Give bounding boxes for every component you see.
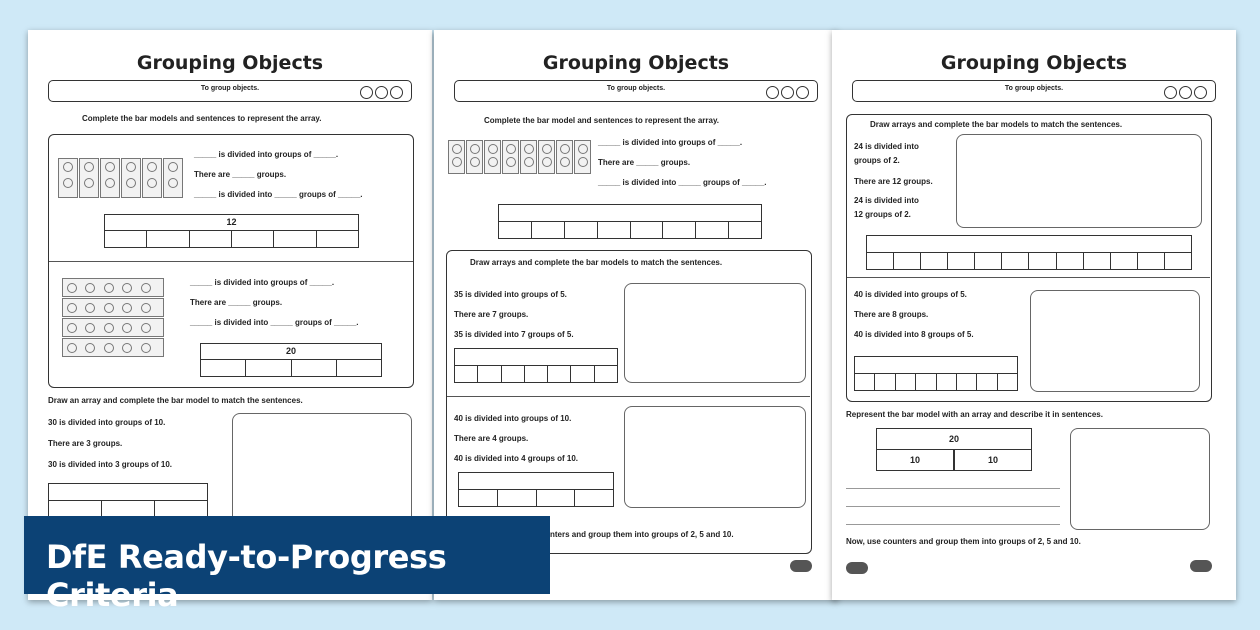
twinkl-logo — [790, 560, 812, 572]
counter-strip — [574, 140, 591, 174]
instruction: Draw arrays and complete the bar models to match the sentences. — [870, 120, 1123, 129]
counter-strip — [556, 140, 573, 174]
counter — [578, 144, 588, 154]
sentence-line: groups of 2. — [854, 156, 900, 165]
sentence-line: 40 is divided into 8 groups of 5. — [854, 330, 974, 339]
worksheet-page-2 — [434, 30, 838, 600]
learning-objective-box — [454, 80, 818, 102]
bar-model-parts — [458, 489, 614, 507]
counter — [104, 303, 114, 313]
sentence-line: _____ is divided into _____ groups of _____. — [194, 190, 363, 199]
sentence-line: _____ is divided into groups of _____. — [598, 138, 743, 147]
instruction: Complete the bar model and sentences to represent the array. — [484, 116, 720, 125]
counter — [105, 178, 115, 188]
sentence-line: There are _____ groups. — [190, 298, 283, 307]
counter — [67, 343, 77, 353]
worksheet-page-1 — [28, 30, 432, 600]
counter — [67, 303, 77, 313]
counter — [126, 178, 136, 188]
counter — [141, 303, 151, 313]
counter — [122, 303, 132, 313]
counter-strip — [100, 158, 120, 198]
counter — [470, 144, 480, 154]
self-assessment-circles — [764, 86, 809, 104]
bar-model-total: 20 — [876, 428, 1032, 450]
worksheet-title: Grouping Objects — [136, 52, 324, 74]
instruction: Now, use counters and group them into groups of 2, 5 and 10. — [846, 537, 1081, 546]
counter — [104, 283, 114, 293]
panel-divider — [447, 396, 810, 397]
bar-model-parts — [200, 359, 382, 377]
sentence-line: There are 8 groups. — [854, 310, 929, 319]
counter-strip — [62, 298, 164, 317]
sentence-line: _____ is divided into _____ groups of _____. — [190, 318, 359, 327]
bar-model-total — [866, 235, 1192, 253]
bar-model-total — [458, 472, 614, 490]
drawing-box — [624, 283, 806, 383]
counter — [141, 343, 151, 353]
counter — [126, 162, 136, 172]
writing-line — [846, 524, 1060, 525]
bar-model-total: 20 — [200, 343, 382, 360]
sentence-line: 40 is divided into groups of 10. — [454, 414, 572, 423]
sentence-line: 40 is divided into groups of 5. — [854, 290, 967, 299]
counter — [141, 323, 151, 333]
counter — [63, 162, 73, 172]
writing-line — [846, 488, 1060, 489]
instruction: Draw arrays and complete the bar models to match the sentences. — [470, 258, 723, 267]
counter — [147, 162, 157, 172]
panel-divider — [49, 261, 413, 262]
sentence-line: There are 3 groups. — [48, 439, 123, 448]
counter-strip — [520, 140, 537, 174]
sentence-line: There are 4 groups. — [454, 434, 529, 443]
twinkl-logo — [1190, 560, 1212, 572]
counter — [84, 162, 94, 172]
counter-strip — [448, 140, 465, 174]
bar-model-total — [854, 356, 1018, 374]
learning-objective: To group objects. — [200, 85, 260, 92]
sentence-line: 24 is divided into — [854, 142, 919, 151]
sentence-line: 35 is divided into groups of 5. — [454, 290, 567, 299]
learning-objective-box — [48, 80, 412, 102]
sentence-line: 30 is divided into 3 groups of 10. — [48, 460, 173, 469]
counter — [104, 323, 114, 333]
sentence-line: There are _____ groups. — [598, 158, 691, 167]
bar-model-parts — [498, 221, 762, 239]
counter — [141, 283, 151, 293]
counter-strip — [484, 140, 501, 174]
drawing-box — [1070, 428, 1210, 530]
worksheet-title: Grouping Objects — [940, 52, 1128, 74]
twinkl-logo — [846, 562, 868, 574]
sentence-line: 24 is divided into — [854, 196, 919, 205]
counter — [560, 157, 570, 167]
counter — [84, 178, 94, 188]
bar-model-part: 10 — [954, 449, 1032, 471]
counter — [452, 144, 462, 154]
counter — [542, 144, 552, 154]
counter — [104, 343, 114, 353]
sentence-line: 35 is divided into 7 groups of 5. — [454, 330, 574, 339]
learning-objective-box — [852, 80, 1216, 102]
instruction: Complete the bar models and sentences to represent the array. — [82, 114, 322, 123]
counter — [506, 157, 516, 167]
counter — [67, 323, 77, 333]
sentence-line: There are _____ groups. — [194, 170, 287, 179]
counter-strip — [62, 318, 164, 337]
counter — [168, 178, 178, 188]
instruction: nters and group them into groups of 2, 5 and 10. — [550, 530, 734, 539]
sentence-line: 12 groups of 2. — [854, 210, 911, 219]
counter-strip — [142, 158, 162, 198]
sentence-line: There are 12 groups. — [854, 177, 933, 186]
learning-objective: To group objects. — [1004, 85, 1064, 92]
sentence-line: _____ is divided into _____ groups of _____. — [598, 178, 767, 187]
counter-strip — [502, 140, 519, 174]
bar-model-total — [454, 348, 618, 366]
instruction: Represent the bar model with an array and describe it in sentences. — [846, 410, 1103, 419]
self-assessment-circles — [1162, 86, 1207, 104]
counter — [85, 303, 95, 313]
writing-line — [846, 506, 1060, 507]
counter — [63, 178, 73, 188]
bar-model-total — [498, 204, 762, 222]
criteria-banner — [24, 516, 550, 614]
counter — [122, 283, 132, 293]
instruction: Draw an array and complete the bar model to match the sentences. — [48, 396, 303, 405]
banner-text: DfE Ready-to-Progress Criteria — [46, 538, 447, 614]
counter — [488, 157, 498, 167]
sentence-line: 30 is divided into groups of 10. — [48, 418, 166, 427]
sentence-line: 40 is divided into 4 groups of 10. — [454, 454, 579, 463]
panel-divider — [847, 277, 1210, 278]
counter — [168, 162, 178, 172]
counter — [122, 323, 132, 333]
counter-strip — [121, 158, 141, 198]
counter-strip — [62, 278, 164, 297]
counter — [85, 283, 95, 293]
counter — [85, 343, 95, 353]
bar-model-parts — [866, 252, 1192, 270]
sentence-line: There are 7 groups. — [454, 310, 529, 319]
counter — [67, 283, 77, 293]
bar-model-total — [48, 483, 208, 501]
sentence-line: _____ is divided into groups of _____. — [194, 150, 339, 159]
counter — [578, 157, 588, 167]
bar-model-parts — [454, 365, 618, 383]
drawing-box — [1030, 290, 1200, 392]
learning-objective: To group objects. — [606, 85, 666, 92]
bar-model-parts — [104, 230, 359, 248]
counter — [524, 144, 534, 154]
counter — [488, 144, 498, 154]
counter — [542, 157, 552, 167]
counter-strip — [538, 140, 555, 174]
counter-strip — [466, 140, 483, 174]
counter — [524, 157, 534, 167]
counter — [147, 178, 157, 188]
counter — [122, 343, 132, 353]
counter — [560, 144, 570, 154]
counter-strip — [163, 158, 183, 198]
counter — [85, 323, 95, 333]
drawing-box — [956, 134, 1202, 228]
bar-model-parts — [854, 373, 1018, 391]
counter — [105, 162, 115, 172]
counter-strip — [62, 338, 164, 357]
counter — [452, 157, 462, 167]
drawing-box — [624, 406, 806, 508]
counter — [470, 157, 480, 167]
bar-model-part: 10 — [876, 449, 954, 471]
self-assessment-circles — [358, 86, 403, 104]
bar-model-total: 12 — [104, 214, 359, 231]
counter — [506, 144, 516, 154]
worksheet-title: Grouping Objects — [542, 52, 730, 74]
worksheet-page-3 — [832, 30, 1236, 600]
sentence-line: _____ is divided into groups of _____. — [190, 278, 335, 287]
counter-strip — [58, 158, 78, 198]
counter-strip — [79, 158, 99, 198]
